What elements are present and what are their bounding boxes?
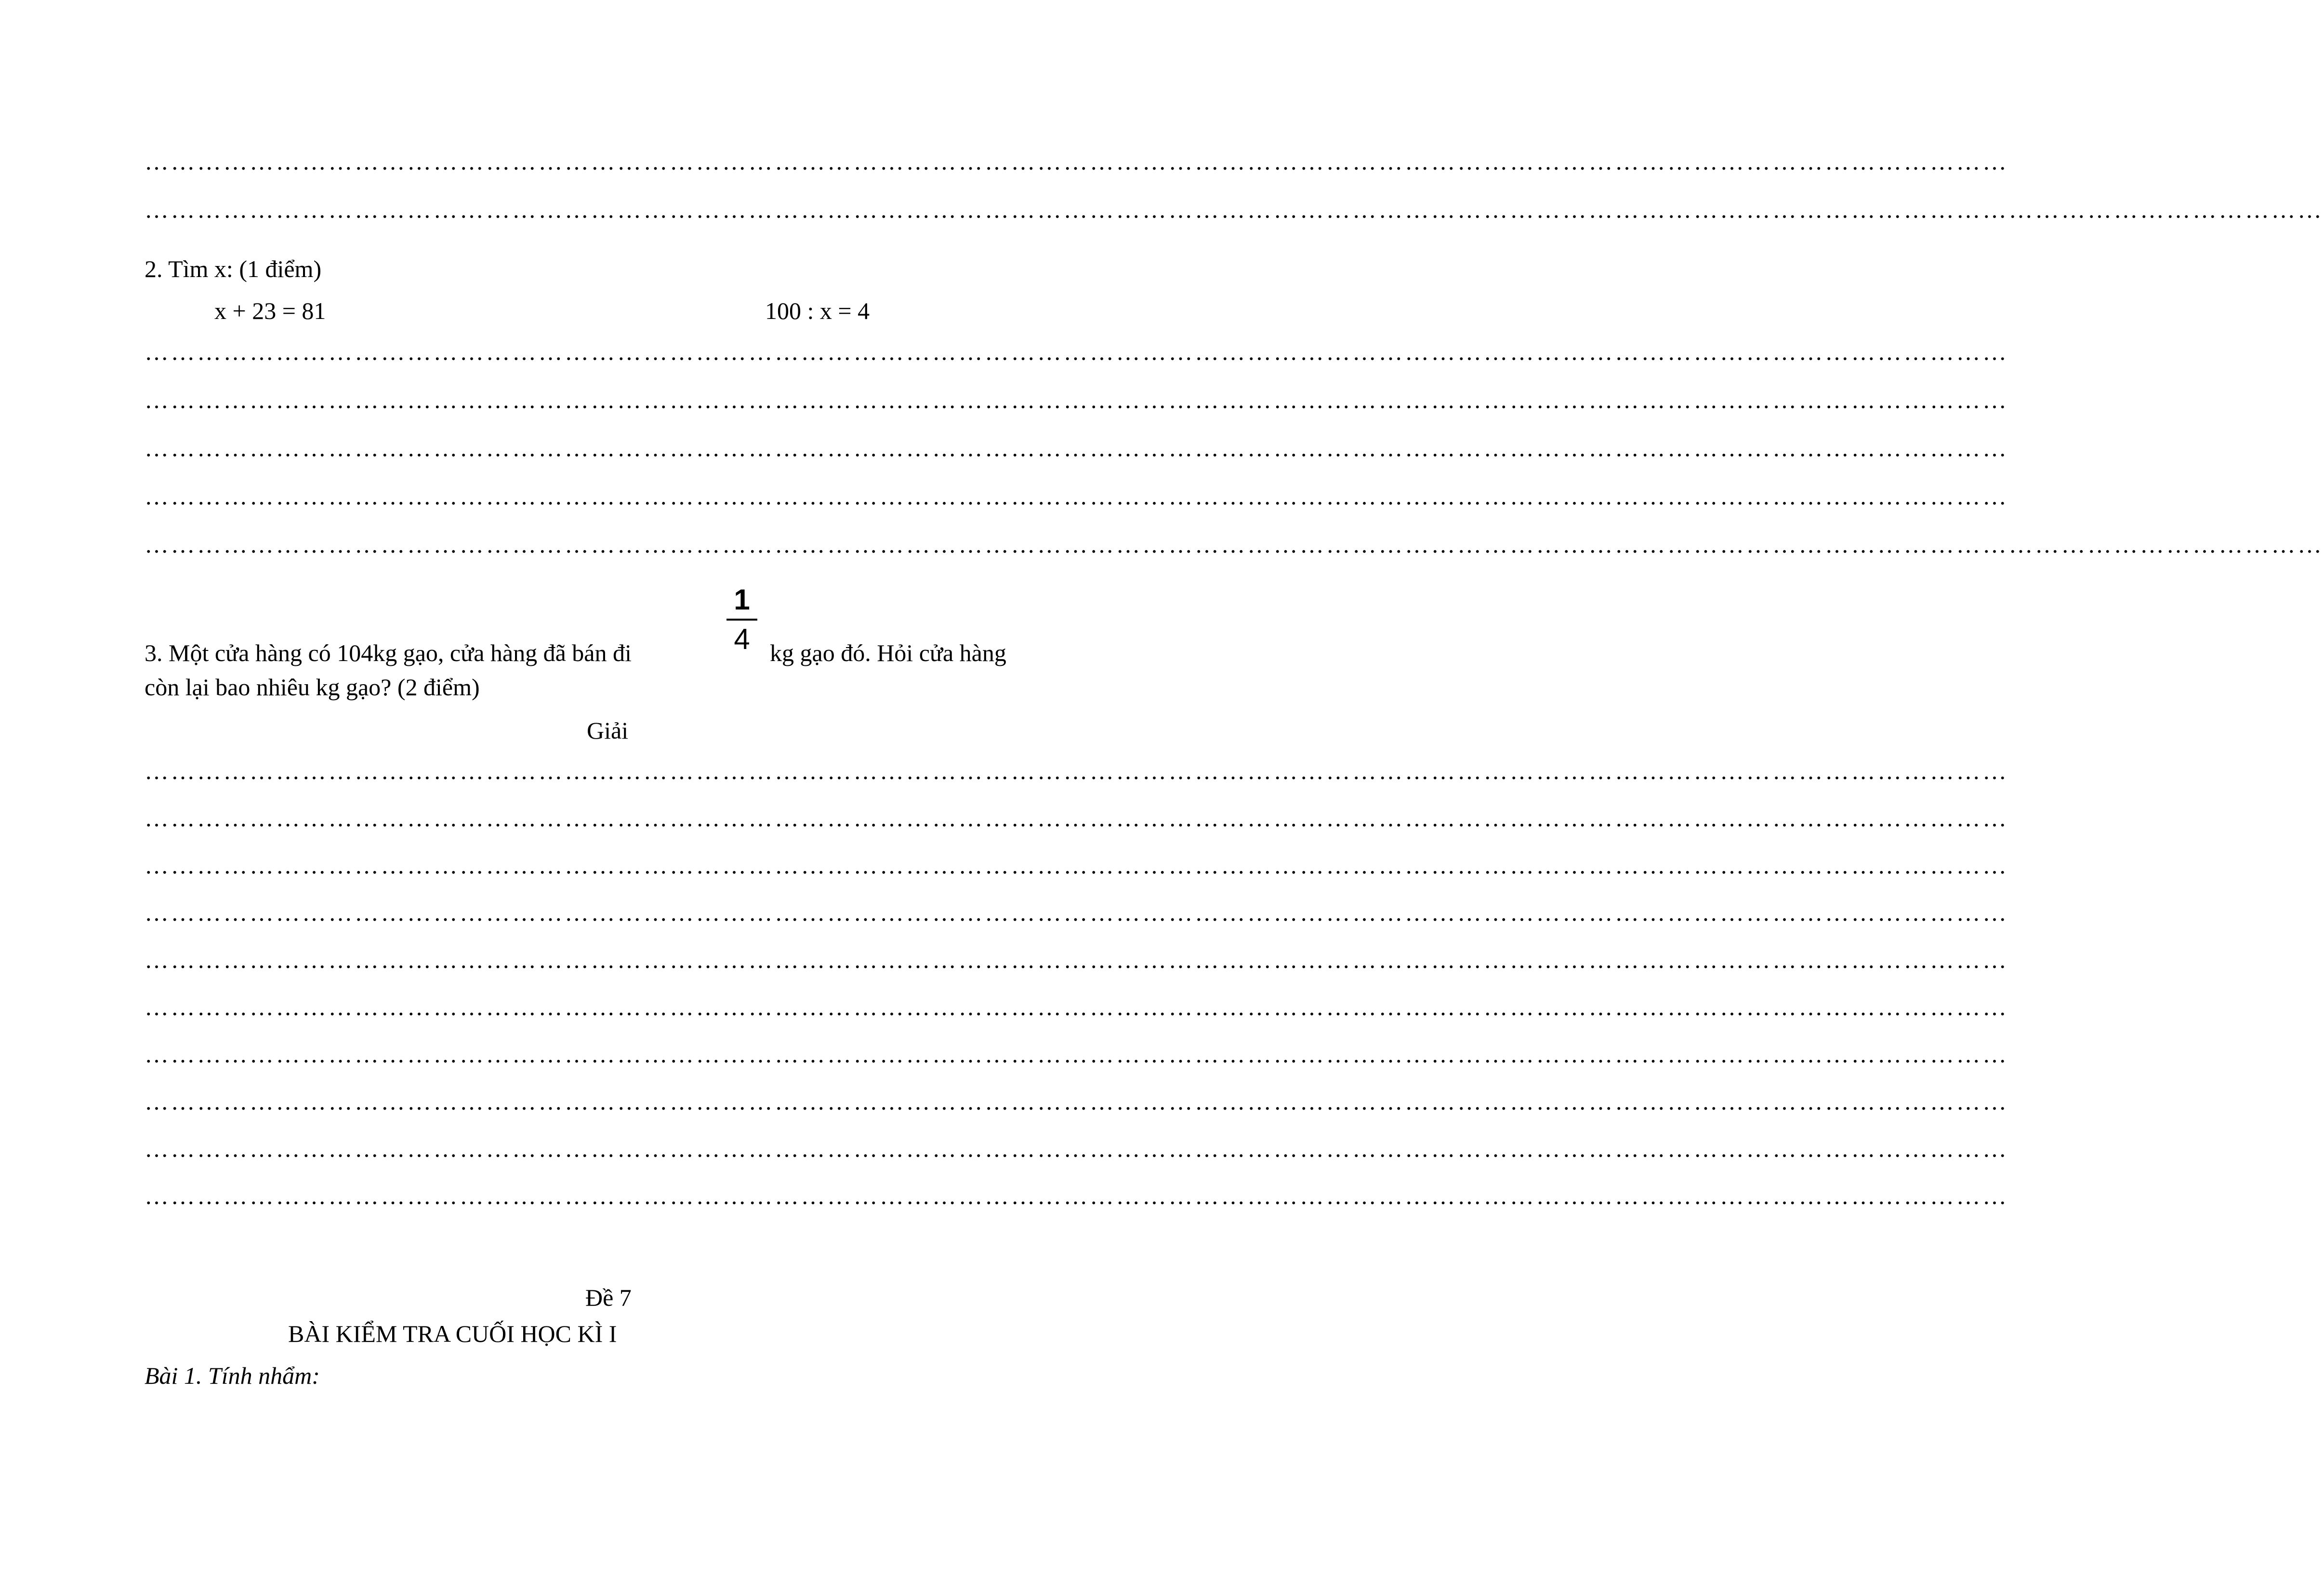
answer-line: …………………………………………………………………………………………………………………………………………………………………………………………… (145, 148, 2009, 175)
exam-number: Đề 7 (585, 1284, 632, 1311)
question-3-line-2: còn lại bao nhiêu kg gạo? (2 điểm) (145, 674, 480, 701)
fraction-one-quarter (723, 583, 761, 656)
equation-left: x + 23 = 81 (214, 297, 326, 324)
exercise-1-heading: Bài 1. Tính nhẩm: (145, 1362, 320, 1389)
answer-line: …………………………………………………………………………………………………………………………………………………………………………………………………………………………… (145, 531, 2324, 558)
answer-line: …………………………………………………………………………………………………………………………………………………………………………………………… (145, 852, 2009, 879)
answer-line: …………………………………………………………………………………………………………………………………………………………………………………………… (145, 338, 2009, 365)
equation-right: 100 : x = 4 (765, 297, 870, 324)
exam-title: BÀI KIỂM TRA CUỐI HỌC KÌ I (288, 1320, 617, 1347)
answer-line: …………………………………………………………………………………………………………………………………………………………………………………………… (145, 1041, 2009, 1068)
answer-line: …………………………………………………………………………………………………………………………………………………………………………………………… (145, 994, 2009, 1020)
answer-line: …………………………………………………………………………………………………………………………………………………………………………………………… (145, 1135, 2009, 1162)
answer-line: …………………………………………………………………………………………………………………………………………………………………………………………… (145, 946, 2009, 973)
answer-line: …………………………………………………………………………………………………………………………………………………………………………………………… (145, 757, 2009, 784)
answer-line: …………………………………………………………………………………………………………………………………………………………………………………………… (145, 386, 2009, 413)
solution-label: Giải (587, 717, 629, 744)
answer-line: …………………………………………………………………………………………………………………………………………………………………………………………… (145, 1088, 2009, 1115)
question-3-text-after: kg gạo đó. Hỏi cửa hàng (770, 639, 1006, 666)
fraction-numerator: 1 (734, 583, 750, 616)
question-2-title: 2. Tìm x: (1 điểm) (145, 255, 322, 282)
answer-line: …………………………………………………………………………………………………………………………………………………………………………………………………………………………… (145, 196, 2324, 223)
fraction-bar (726, 619, 757, 621)
answer-line: …………………………………………………………………………………………………………………………………………………………………………………………… (145, 1182, 2009, 1209)
question-3-text: 3. Một cửa hàng có 104kg gạo, cửa hàng đã bán đi (145, 639, 632, 666)
fraction-denominator: 4 (734, 623, 750, 655)
answer-line: …………………………………………………………………………………………………………………………………………………………………………………………… (145, 805, 2009, 832)
answer-line: …………………………………………………………………………………………………………………………………………………………………………………………… (145, 435, 2009, 462)
answer-line: …………………………………………………………………………………………………………………………………………………………………………………………… (145, 483, 2009, 510)
answer-line: …………………………………………………………………………………………………………………………………………………………………………………………… (145, 899, 2009, 926)
